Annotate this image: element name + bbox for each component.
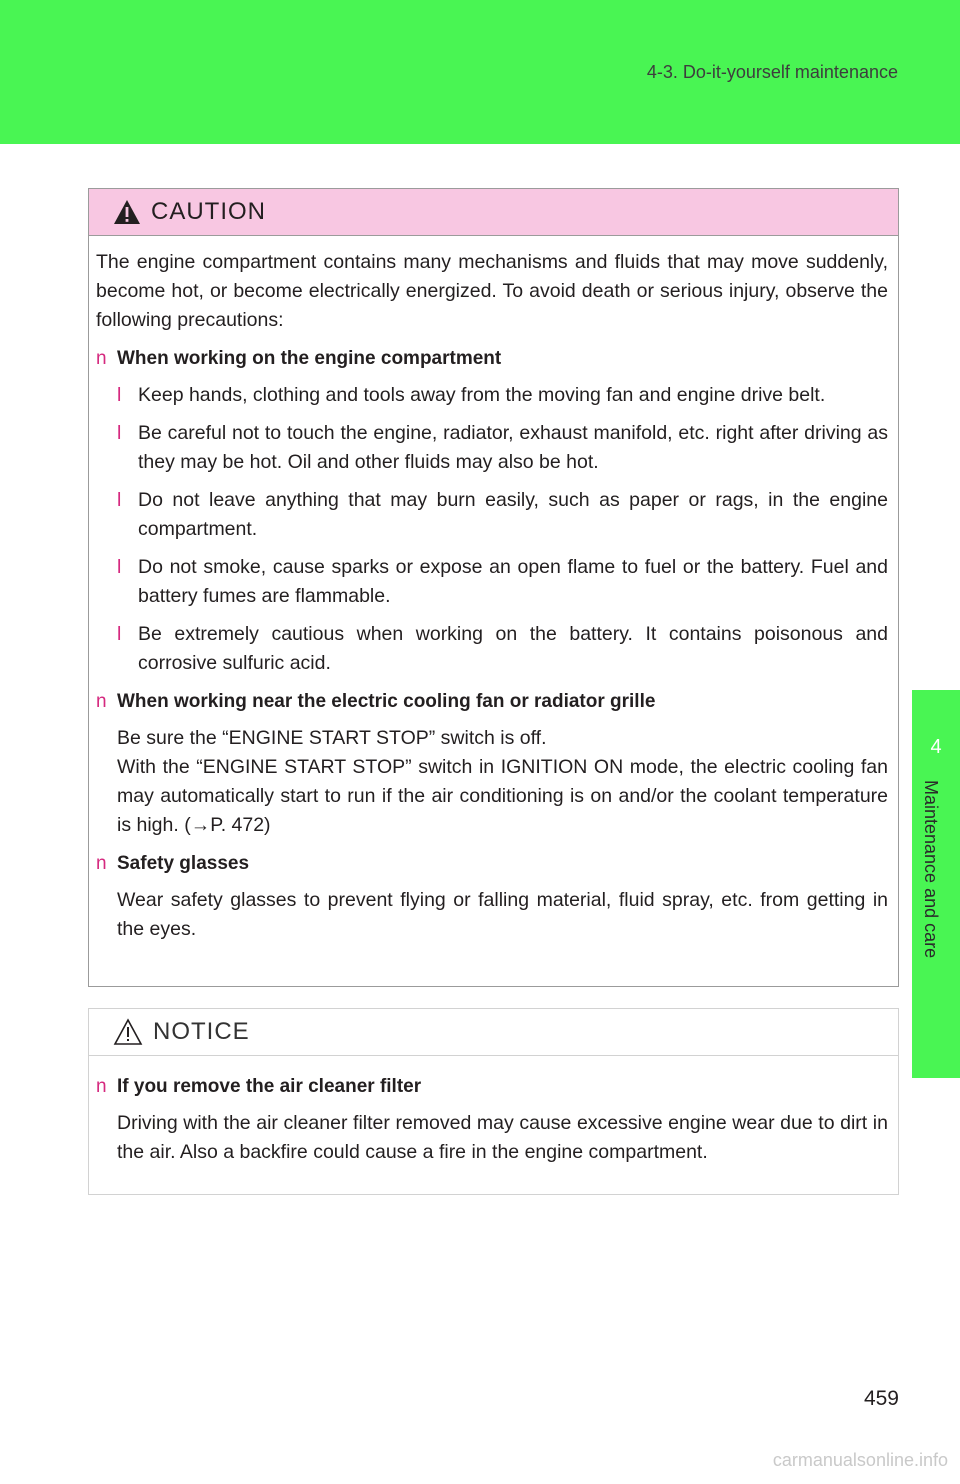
list-item: l Do not smoke, cause sparks or expose an open flame to fuel or the battery. Fuel and battery fumes are flammable. <box>117 553 888 611</box>
chapter-tab <box>912 690 960 1078</box>
chapter-number: 4 <box>930 736 942 758</box>
list-item: l Be extremely cautious when working on the battery. It contains poisonous and corrosive sulfuric acid. <box>117 620 888 678</box>
heading-marker: n <box>96 853 107 874</box>
list-item: l Be careful not to touch the engine, radiator, exhaust manifold, etc. right after driving as they may be hot. Oil and other fluids may also be hot. <box>117 419 888 477</box>
paragraph: Driving with the air cleaner filter removed may cause excessive engine wear due to dirt in the air. Also a backfire could cause a fire in the engine compartment. <box>117 1112 888 1163</box>
bullet-marker: l <box>117 422 122 444</box>
section-title: 4-3. Do-it-yourself maintenance <box>646 62 898 82</box>
bullet-marker: l <box>117 556 122 578</box>
heading-marker: n <box>96 1076 107 1097</box>
paragraph: With the “ENGINE START STOP” switch in IGNITION ON mode, the electric cooling fan may automatically start to run if the air conditioning is on and/or the coolant temperature is high. (→P. 472) <box>117 756 888 836</box>
caution-title: CAUTION <box>151 198 266 225</box>
list-item: l Do not leave anything that may burn easily, such as paper or rags, in the engine compartment. <box>117 486 888 544</box>
caution-header <box>89 189 898 236</box>
caution-intro: The engine compartment contains many mechanisms and fluids that may move suddenly, become hot, or become electrically energized. To avoid death or serious injury, observe the following precautions: <box>96 251 888 331</box>
bullet-marker: l <box>117 623 122 645</box>
notice-box <box>88 1008 899 1195</box>
page-number: 459 <box>863 1387 899 1410</box>
list-item: l Keep hands, clothing and tools away from the moving fan and engine drive belt. <box>117 381 888 410</box>
chapter-label: Maintenance and care <box>921 780 941 959</box>
notice-header <box>89 1009 898 1056</box>
section-heading: n When working near the electric cooling fan or radiator grille <box>96 687 888 716</box>
bullet-marker: l <box>117 489 122 511</box>
notice-title: NOTICE <box>153 1018 250 1045</box>
caution-box <box>88 188 899 987</box>
section-heading: n If you remove the air cleaner filter <box>96 1072 888 1101</box>
paragraph: Wear safety glasses to prevent flying or falling material, fluid spray, etc. from getting in the eyes. <box>117 889 888 940</box>
watermark: carmanualsonline.info <box>772 1450 948 1470</box>
warning-outline-icon <box>113 1018 143 1046</box>
section-heading: n Safety glasses <box>96 849 888 878</box>
heading-marker: n <box>96 691 107 712</box>
paragraph: Be sure the “ENGINE START STOP” switch is off. <box>117 727 547 749</box>
bullet-marker: l <box>117 384 122 406</box>
section-heading: n When working on the engine compartment <box>96 344 888 373</box>
warning-icon <box>113 199 141 225</box>
header-band <box>0 0 960 144</box>
heading-marker: n <box>96 348 107 369</box>
